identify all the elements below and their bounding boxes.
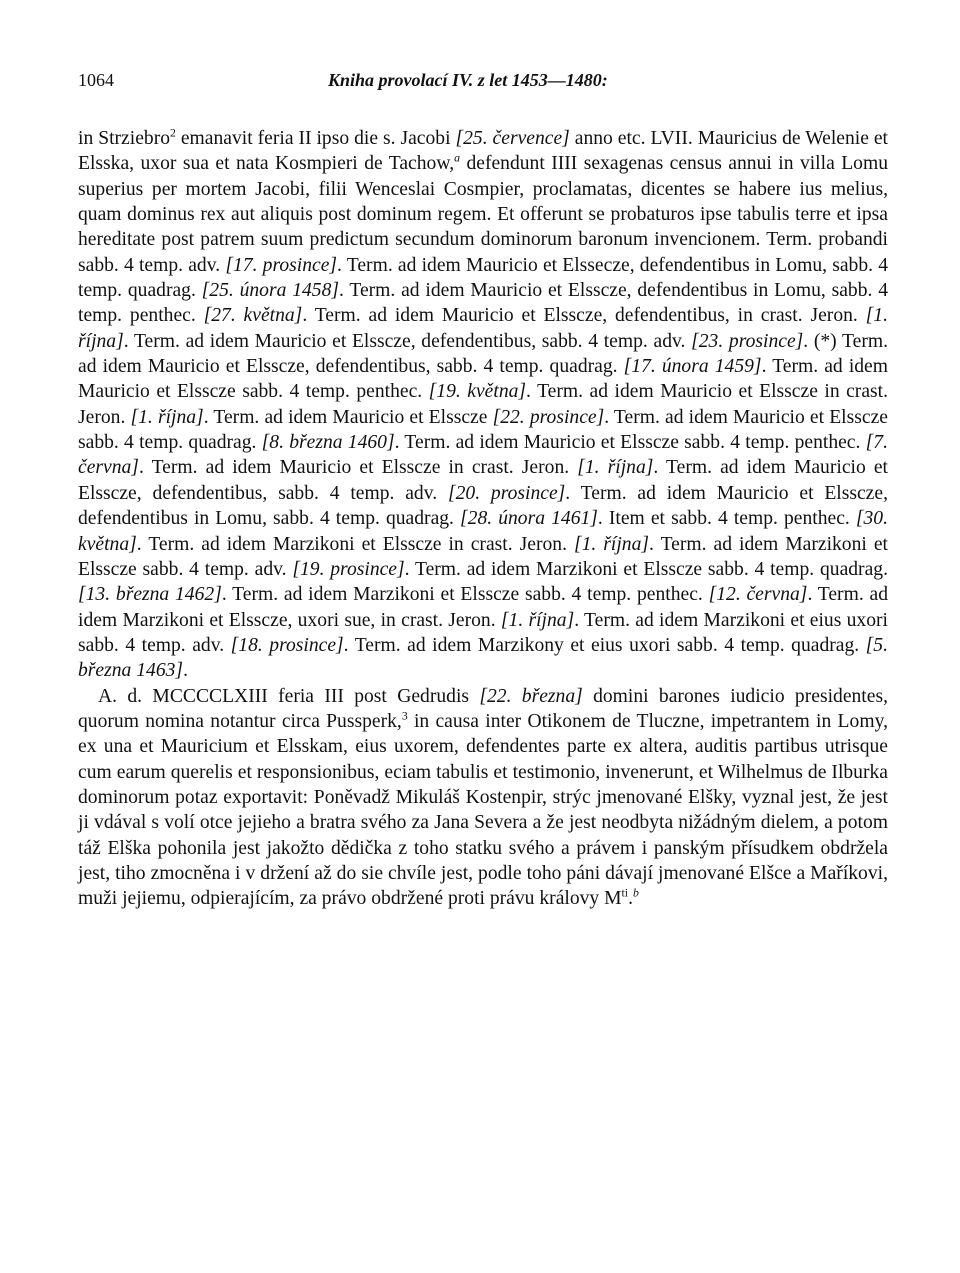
document-page [78, 70, 888, 912]
date-gloss: [19. května] [428, 381, 527, 403]
page-header [78, 70, 888, 110]
body-text [78, 126, 888, 912]
date-gloss: [1. října] [500, 609, 575, 631]
text-run: . (*) Term. ad idem Mauricio et Elsscze, defendentibus, sabb. 4 temp. quadrag. [78, 330, 888, 378]
text-run: defendunt IIII sexagenas census annui in villa Lomu superius per mortem Jacobi, filii Wenceslai Cosmpier, proclamatas, dicentes se habere ius melius, quam dominus rex aut aliquis post dominum regem. Et offerunt se probaturos ipse tabulis terre et ipsa hereditate post patrem suum predictum secundum dominorum baronum invencionem. Term. probandi sabb. 4 temp. adv. [78, 153, 889, 276]
text-run: . Term. ad idem Mauricio et Elsscze sabb. 4 temp. quadrag. [78, 406, 888, 454]
text-run: . Term. ad idem Mauricio et Elsscze, defendentibus in Lomu, sabb. 4 temp. penthec. [78, 280, 888, 327]
text-run: . Term. ad idem Mauricio et Elsscze, defendentibus, sabb. 4 temp. adv. [78, 457, 888, 504]
page-number: 1064 [78, 70, 114, 90]
footnote-marker: a [454, 151, 461, 165]
date-gloss: [13. března 1462] [78, 584, 222, 606]
footnote-marker: 3 [401, 709, 408, 723]
date-gloss: [27. května] [203, 305, 303, 327]
date-gloss: [1. října] [577, 457, 654, 479]
date-gloss: [25. července] [455, 128, 570, 149]
date-gloss: [17. prosince] [225, 254, 338, 276]
date-gloss: [23. prosince] [691, 330, 804, 352]
date-gloss: [7. června] [78, 432, 888, 479]
date-gloss: [25. února 1458] [201, 280, 340, 302]
date-gloss: [8. března 1460] [261, 432, 395, 454]
text-run: . Term. ad idem Mauricio et Elsscze, defendentibus, in crast. Jeron. [302, 305, 866, 327]
text-run: . Term. ad idem Marzikoni et Elsscze sabb. 4 temp. quadrag. [404, 558, 888, 580]
date-gloss: [20. prosince] [447, 482, 566, 504]
date-gloss: [22. prosince] [492, 406, 605, 428]
text-run: . Term. ad idem Marzikoni et Elsscze sabb. 4 temp. penthec. [221, 584, 709, 606]
date-gloss: [1. října] [78, 305, 888, 352]
text-run: . Term. ad idem Marzikoni et Elsscze sabb. 4 temp. adv. [78, 533, 888, 580]
text-run: . Term. ad idem Mauricio et Elssecze, defendentibus in Lomu, sabb. 4 temp. quadrag. [78, 254, 888, 302]
text-run: . Term. ad idem Mauricio et Elsscze [203, 406, 493, 428]
text-run: . [628, 888, 633, 910]
footnote-marker: b [632, 886, 639, 900]
text-run: . Term. ad idem Marzikoni et Elsscze in crast. Jeron. [136, 533, 574, 555]
text-run: . Term. ad idem Mauricio et Elsscze in crast. Jeron. [138, 457, 578, 479]
date-gloss: [30. května] [78, 508, 888, 555]
text-run: . [183, 660, 188, 682]
running-title: Kniha provolací IV. z let 1453—1480: [328, 70, 608, 90]
footnote-marker: 2 [170, 126, 176, 140]
text-run: in causa inter Otikonem de Tluczne, impetrantem in Lomy, ex una et Mauricium et Elsskam, eius uxorem, defendentes parte ex altera, auditis partibus utrisque cum earum querelis et responsionibus, eciam tabulis et testimonio, invenerunt, et Wilhelmus de Ilburka dominorum potaz exportavit: Poněvadž Mikuláš Kostenpir, strýc jmenované Elšky, vyznal jest, že jest ji vdával s volí otce jejieho a bratra svého za Jana Severa a že jest neodbyta nižádným dielem, a potom táž Elška pohonila jest jakožto dědička z toho statku svého a právem i panským přísudkem obdržela jest, tiho zmocněna i v držení až do sie chvíle jest, podle toho páni dávají jmenované Elšce a Maříkovi, muži jejiemu, odpierajícím, za právo obdržené proti právu královy M [78, 710, 888, 910]
text-run: . Term. ad idem Mauricio et Elsscze sabb. 4 temp. penthec. [78, 356, 888, 403]
date-gloss: [1. října] [130, 406, 204, 428]
paragraph [78, 126, 888, 684]
text-run: . Term. ad idem Marzikoni et eius uxori sabb. 4 temp. adv. [78, 609, 888, 656]
footnote-marker: ti [621, 886, 629, 900]
date-gloss: [22. března] [479, 685, 583, 707]
text-run: . Term. ad idem Mauricio et Elsscze sabb. 4 temp. penthec. [394, 432, 866, 454]
text-run: A. d. MCCCCLXIII feria III post Gedrudis [98, 685, 480, 707]
date-gloss: [5. března 1463] [78, 634, 888, 682]
date-gloss: [17. února 1459] [623, 356, 762, 378]
text-run: . Term. ad idem Mauricio et Elsscze in crast. Jeron. [78, 381, 888, 428]
text-run: in Strziebro [78, 128, 171, 149]
text-run: anno etc. LVII. Mauricius de Welenie et Elsska, uxor sua et nata Kosmpieri de Tachow, [78, 128, 888, 175]
date-gloss: [28. února 1461] [460, 508, 598, 530]
text-run: . Term. ad idem Mauricio et Elsscze, defendentibus, sabb. 4 temp. adv. [123, 330, 692, 352]
text-run: domini barones iudicio presidentes, quorum nomina notantur circa Pussperk, [78, 685, 888, 732]
date-gloss: [19. prosince] [292, 558, 405, 580]
date-gloss: [18. prosince] [230, 634, 344, 656]
date-gloss: [1. října] [573, 533, 650, 555]
text-run: . Term. ad idem Mauricio et Elsscze, defendentibus in Lomu, sabb. 4 temp. quadrag. [78, 482, 888, 530]
text-run: . Term. ad idem Marzikony et eius uxori sabb. 4 temp. quadrag. [343, 634, 866, 656]
text-run: emanavit feria II ipso die s. Jacobi [175, 128, 456, 149]
text-run: . Term. ad idem Marzikoni et Elsscze, uxori sue, in crast. Jeron. [78, 584, 888, 631]
date-gloss: [12. června] [708, 584, 808, 606]
paragraph [78, 684, 888, 912]
text-run: . Item et sabb. 4 temp. penthec. [597, 508, 856, 530]
